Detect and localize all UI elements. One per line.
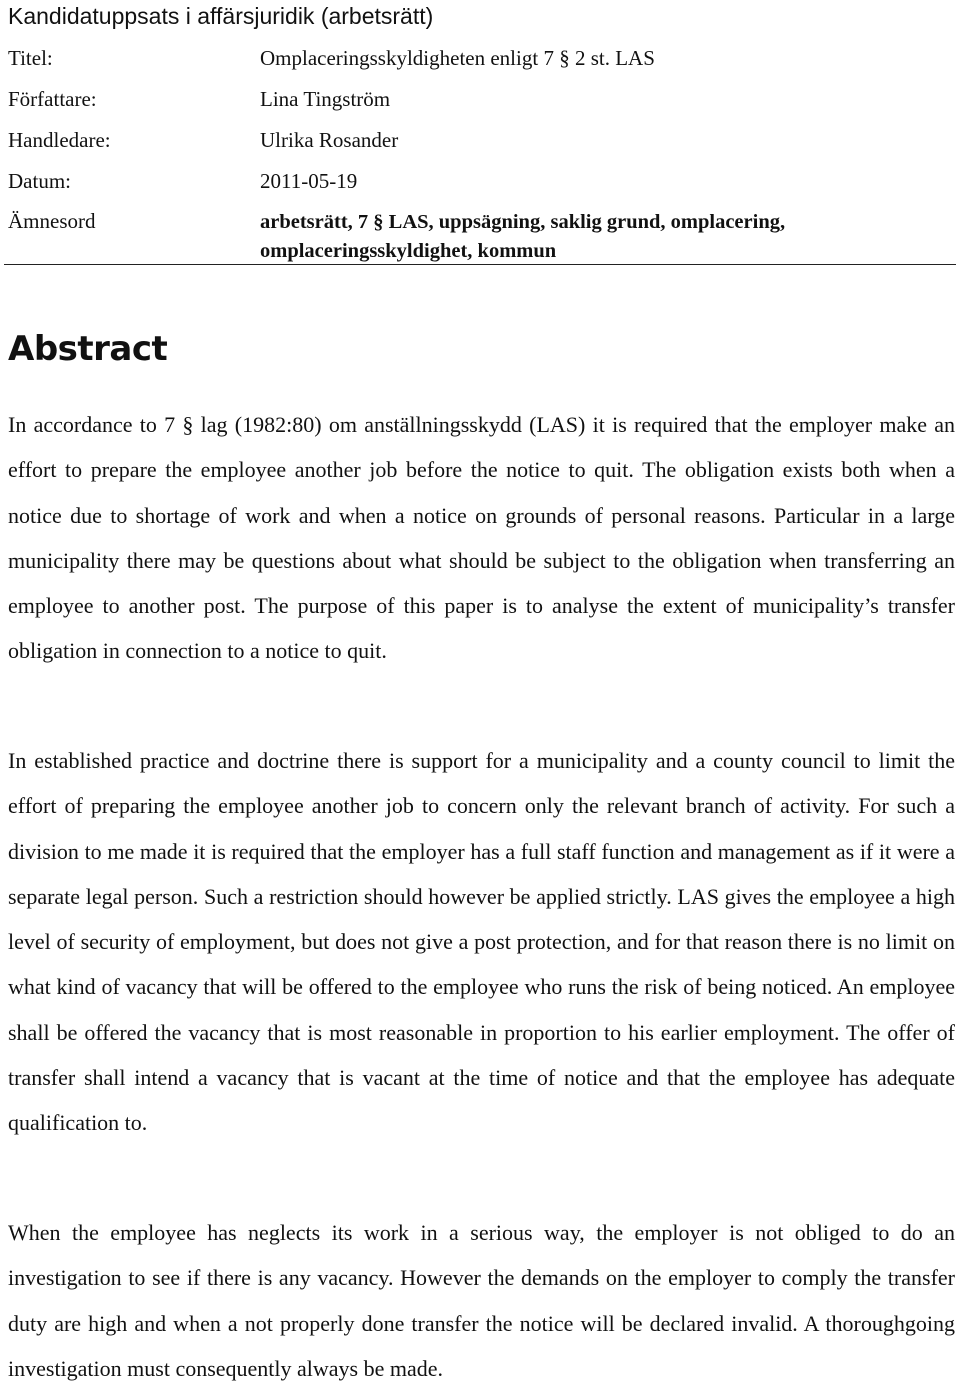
meta-label-author: Författare: (8, 87, 97, 111)
abstract-paragraph-3: When the employee has neglects its work in a serious way, the employer is not obliged to do an investigation to see if there is any vacancy. However the demands on the employer to comply the transfer duty are high and when a not properly done transfer the notice will be declared invalid. A thoroughgoing investigation must consequently always be made. (8, 1220, 955, 1381)
header-divider (4, 264, 956, 265)
meta-value-title: Omplaceringsskyldigheten enligt 7 § 2 st. LAS (260, 46, 655, 70)
abstract-paragraph-1: In accordance to 7 § lag (1982:80) om anställningsskydd (LAS) it is required that the employer make an effort to prepare the employee another job before the notice to quit. The obligation exists both when a notice due to shortage of work and when a notice on grounds of personal reasons. Particular in a large municipality there may be questions about what should be subject to the obligation when transferring an employee to another post. The purpose of this paper is to analyse the extent of municipality’s transfer obligation in connection to a notice to quit. (8, 412, 955, 664)
meta-value-date: 2011-05-19 (260, 169, 358, 193)
meta-label-title: Titel: (8, 46, 53, 70)
document-title: Kandidatuppsats i affärsjuridik (arbetsrätt) (8, 3, 434, 29)
meta-label-date: Datum: (8, 169, 71, 193)
abstract-paragraph-2: In established practice and doctrine there is support for a municipality and a county council to limit the effort of preparing the employee another job to concern only the relevant branch of activity. For such a division to me made it is required that the employer has a full staff function and management as if it were a separate legal person. Such a restriction should however be applied strictly. LAS gives the employee a high level of security of employment, but does not give a post protection, and for that reason there is no limit on what kind of vacancy that will be offered to the employee who runs the risk of being noticed. An employee shall be offered the vacancy that is most reasonable in proportion to his earlier employment. The offer of transfer shall intend a vacancy that is vacant at the time of notice and that the employee has adequate qualification to. (8, 748, 955, 1136)
keywords-value: arbetsrätt, 7 § LAS, uppsägning, saklig grund, omplacering, omplaceringsskyldighet, kommun (260, 211, 786, 262)
meta-label-keywords: Ämnesord (8, 209, 96, 233)
meta-value-author: Lina Tingström (260, 87, 391, 111)
meta-label-supervisor: Handledare: (8, 128, 111, 152)
abstract-heading: Abstract (8, 329, 168, 369)
meta-value-supervisor: Ulrika Rosander (260, 128, 399, 152)
